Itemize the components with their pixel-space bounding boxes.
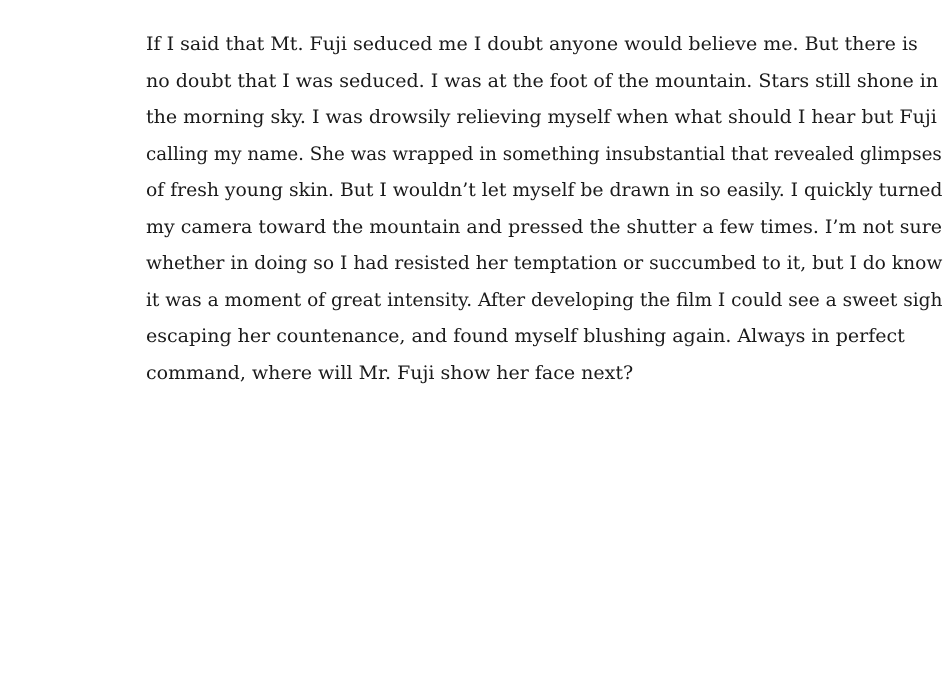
paragraph-line-6: my camera toward the mountain and pressed the shutter a few times. I’m not sure: [146, 215, 943, 238]
paragraph-line-5: of fresh young skin. But I wouldn’t let myself be drawn in so easily. I quickly turned: [146, 179, 943, 201]
paragraph-line-7: whether in doing so I had resisted her temptation or succumbed to it, but I do know: [146, 252, 943, 274]
paragraph-line-9: escaping her countenance, and found myself blushing again. Always in perfect: [146, 325, 905, 347]
paragraph-line-10: command, where will Mr. Fuji show her face next?: [146, 361, 634, 384]
paragraph-line-1: If I said that Mt. Fuji seduced me I doubt anyone would believe me. But there is: [146, 33, 918, 55]
paragraph-line-2: no doubt that I was seduced. I was at the foot of the mountain. Stars still shone in: [146, 69, 939, 92]
body-paragraph: [146, 26, 943, 391]
paragraph-line-3: the morning sky. I was drowsily relieving myself when what should I hear but Fuji: [146, 106, 937, 128]
paragraph-line-8: it was a moment of great intensity. After developing the film I could see a sweet sigh: [146, 288, 943, 311]
paragraph-line-4: calling my name. She was wrapped in something insubstantial that revealed glimpses: [146, 142, 942, 165]
